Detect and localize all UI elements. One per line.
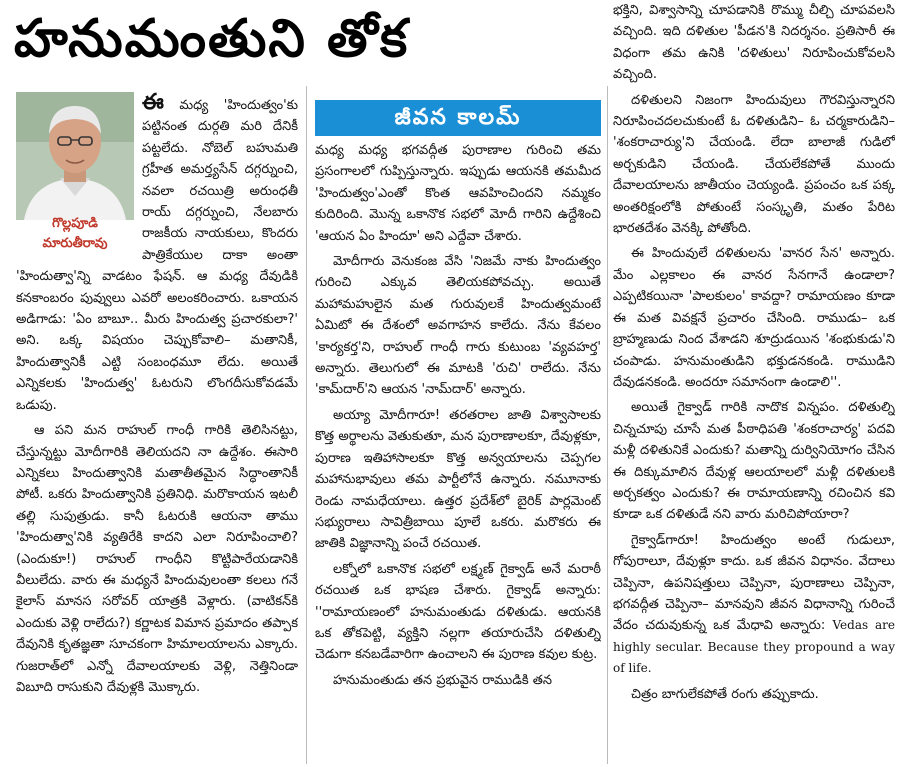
- column-divider: [607, 86, 608, 764]
- author-portrait-image: [16, 92, 134, 220]
- paragraph: [613, 530, 895, 680]
- paragraph: అయితే గైక్వాడ్ గారికి నాదొక విన్నపం. దళితుల్ని చిన్నచూపు చూసే మత పీఠాధిపతి 'శంకరాచార్య' పదవి మళ్లీ దళితునికే ఎందుకు? మతాన్ని దుర్వినియోగం చేసిన ఈ దిక్కుమాలిన దేవుళ్ల ఆలయాలలో మళ్లీ దళితులకి అర్చకత్వం ఎందుకు? ఈ రామాయణాన్ని రచించిన కవి కూడా ఒక దళితుడే నని వారు మరిచిపోయారా?: [613, 400, 895, 523]
- paragraph-text: గైక్వాడ్‌గారూ! హిందుత్వం అంటే గుడులూ, గోపురాలూ, దేవుళ్లూ కాదు. ఒక జీవన విధానం. వేదాలు చెప్పినా, ఉపనిషత్తులు చెప్పినా, పురాణాలు చెప్పినా, భగవద్గీత చెప్పినా– మానవుని జీవన విధానాన్ని గురించే వేదం చదువుకున్న ఒక మేధావి అన్నారు:: [613, 532, 895, 634]
- article-column-3: [613, 0, 895, 764]
- paragraph: హనుమంతుడు తన ప్రభువైన రాముడికి తన: [333, 672, 553, 688]
- paragraph: దళితులని నిజంగా హిందువులు గౌరవిస్తున్నారని నిరూపించదలచుకుంటే ఓ దళితుడిని– ఓ చర్మకారుడిని– 'శంకరాచార్యు'ని చేయండి. లేదా బాలాజీ గుడిలో అర్చకుడిని చేయండి. చేయలేకపోతే ముందు దేవాలయాలను జాతీయం చెయ్యండి. ప్రపంచం ఒక పక్క అంతరిక్షంలోకి పోతుంటే సంస్కృతి, మతం పేరిట భారతదేశం వెనక్కి పోతోంది.: [613, 92, 895, 237]
- drop-cap: ఈ: [142, 92, 164, 115]
- lead-text: మధ్య 'హిందుత్వం'కు పట్టినంత దుర్గతి మరి దేనికీ పట్టలేదు. నోబెల్ బహుమతి గ్రహీత అమర్త్యసేన్ దగ్గర్నుంచి, నవలా రచయిత్రి అరుంధతీ రాయ్ దగ్గర్నుంచి, నేలబారు రాజకీయ నాయకులు, కొందరు పాత్రికేయుల దాకా అంతా 'హిందుత్వా'న్ని వాడటం ఫేషన్. ఆ మధ్య దేవుడికి కనకాంబరం పువ్వులు ఎవరో అలంకరించారు. ఒకాయన అడిగాడు: 'ఏం బాబూ.. మీరు హిందుత్వ ప్రచారకులా?' అని. ఒక్క విషయం చెప్పుకోవాలి– మతానికీ, హిందుత్వానికీ ఎట్టి సంబంధమూ లేదు. అయితే ఎన్నికలకు 'హిందుత్వ' ఓటరుని లొంగదీసుకోవడమే ఒడుపు.: [16, 98, 298, 413]
- author-name-line1: గొల్లపూడి: [52, 216, 98, 231]
- paragraph: ఈ హిందువులే దళితులను 'వానర సేన' అన్నారు. మేం ఎల్లకాలం ఈ వానర సేనగానే ఉండాలా? ఎప్పటికయినా 'పాలకులం' కావద్దా? రామాయణం కూడా ఈ మత వివక్షనే ప్రచారం చేసింది. రాముడు– ఒక బ్రాహ్మణుడు నింద వేశాడని శూద్రుడయిన 'శంభుకుడు'ని చంపాడు. హనుమంతుడిని భక్తుడనకండి. రాముడిని దేవుడనకండి. అందరూ సమానంగా ఉండాలి''.: [613, 246, 895, 390]
- paragraph: భక్తిని, విశ్వాసాన్ని చూపడానికి రొమ్ము చీల్చి చూపవలసి వచ్చింది. ఇది దళితుల 'పీడన'కి నిదర్శనం. ప్రతిసారీ ఈ విధంగా తమ ఉనికి 'దళితులు' నిరూపించుకోవలసి వచ్చింది.: [613, 3, 895, 83]
- article-column-2: [315, 140, 601, 764]
- paragraph: మధ్య మధ్య భగవద్గీత పురాణాల గురించి తమ ప్రసంగాలలో గుప్పిస్తున్నారు. ఇప్పుడు ఆయనకి తమమీద 'హిందుత్వం'ఎంతో కొంత ఆవహించిందని నమ్మకం కుదిరింది. మొన్న ఒకానొక సభలో మోదీ గారిని ఉద్దేశించి 'ఆయన ఏం హిందూ' అని ఎద్దేవా చేశారు.: [315, 143, 601, 244]
- article-headline: హనుమంతుని తోక: [14, 9, 410, 69]
- column-divider: [306, 86, 307, 764]
- author-photo: [16, 92, 134, 254]
- paragraph: అయ్యా మోదీగారూ! తరతరాల జాతి విశ్వాసాలకు కొత్త అర్థాలను వెతుకుతూ, మన పురాణాలకూ, దేవుళ్లకూ, పురాణ ఇతిహాసాలకూ కొత్త అన్వయాలను చెప్పగల మహానుభావులు తమ పార్టీలోనే ఉన్నారు. నమూనాకు రెండు నామధేయాలు. ఉత్తర ప్రదేశ్‌లో బైరిక్ పార్లమెంట్ సభ్యురాలు సావిత్రీబాయి పూలే ఒకరు. మరొకరు ఈ జాతికి విజ్ఞానాన్ని పంచే రచయిత.: [315, 407, 601, 552]
- column-title-banner: జీవన కాలమ్: [315, 100, 601, 136]
- closing-line: చిత్రం బాగులేకపోతే రంగు తప్పుకాదు.: [631, 686, 819, 702]
- author-name-line2: మారుతీరావు: [42, 236, 108, 251]
- paragraph: మోదీగారు వెనుకంజ వేసి 'నిజమే నాకు హిందుత్వం గురించి ఎక్కువ తెలియకపోవచ్చు. అయితే మహామహులైన మత గురువులకే హిందుత్వమంటే ఏమిటో ఈ దేశంలో అవగాహన కాలేదు. నేను కేవలం 'కార్యకర్త'ని, రాహుల్ గాంధీ గారు కుటుంబ 'వ్యవహర్త' అన్నారు. తెలుగులో ఈ మాటకి 'రుచి' రాలేదు. నేను 'కామ్‌దార్'ని ఆయన 'నామ్‌దార్' అన్నారు.: [315, 254, 601, 398]
- english-quote: Vedas are highly secular. Because they propound a way of life.: [613, 618, 895, 676]
- article-column-1: [16, 92, 298, 764]
- author-byline: [16, 214, 134, 254]
- paragraph: లక్నోలో ఒకానొక సభలో లక్ష్మణ్ గైక్వాడ్ అనే మరాఠీ రచయిత ఒక భాషణ చేశారు. గైక్వాడ్ అన్నారు: ''రామాయణంలో హనుమంతుడు దళితుడు. ఆయనకి ఒక తోకపెట్టి, వ్యక్తిని నల్లగా తయారుచేసి దళితుల్ని చెడుగా కనబడేవారిగా ఉంచాలని ఈ పురాణ కవుల కుట్ర.: [315, 561, 601, 663]
- paragraph: ఆ పని మన రాహుల్ గాంధీ గారికి తెలిసినట్టు, చేస్తున్నట్టు మోదీగారికి తెలియదని నా ఉద్దేశం. ఈసారి ఎన్నికలు హిందుత్వానికి మతాతీతమైన సిద్ధాంతానికీ పోటీ. ఒకరు హిందుత్వానికి ప్రతినిధి. మరొకాయన ఇటలీ తల్లి సుపుత్రుడు. కానీ ఓటరుకి ఆయనా తాము 'హిందుత్వా'నికి వ్యతిరేకి కాదని ఎలా నిరూపించాలి? (ఎందుకూ!) రాహుల్ గాంధీని కొట్టిపారేయడానికి వీలులేదు. వారు ఈ మధ్యనే హిందువులంతా కలలు గనే కైలాస్ మానస సరోవర్ యాత్రకి వెళ్లారు. (వాటికన్‌కి ఎందుకు వెళ్లి రాలేదు?) కర్ణాటక విమాన ప్రమాదం తప్పాక దేవునికి కృతజ్ఞతా సూచకంగా హిమాలయాలను ఎక్కారు. గుజరాత్‌లో ఎన్నో దేవాలయాలకు వెళ్లి, నెత్తినిండా విబూది రాసుకుని దేవుళ్లకి మొక్కారు.: [16, 423, 298, 695]
